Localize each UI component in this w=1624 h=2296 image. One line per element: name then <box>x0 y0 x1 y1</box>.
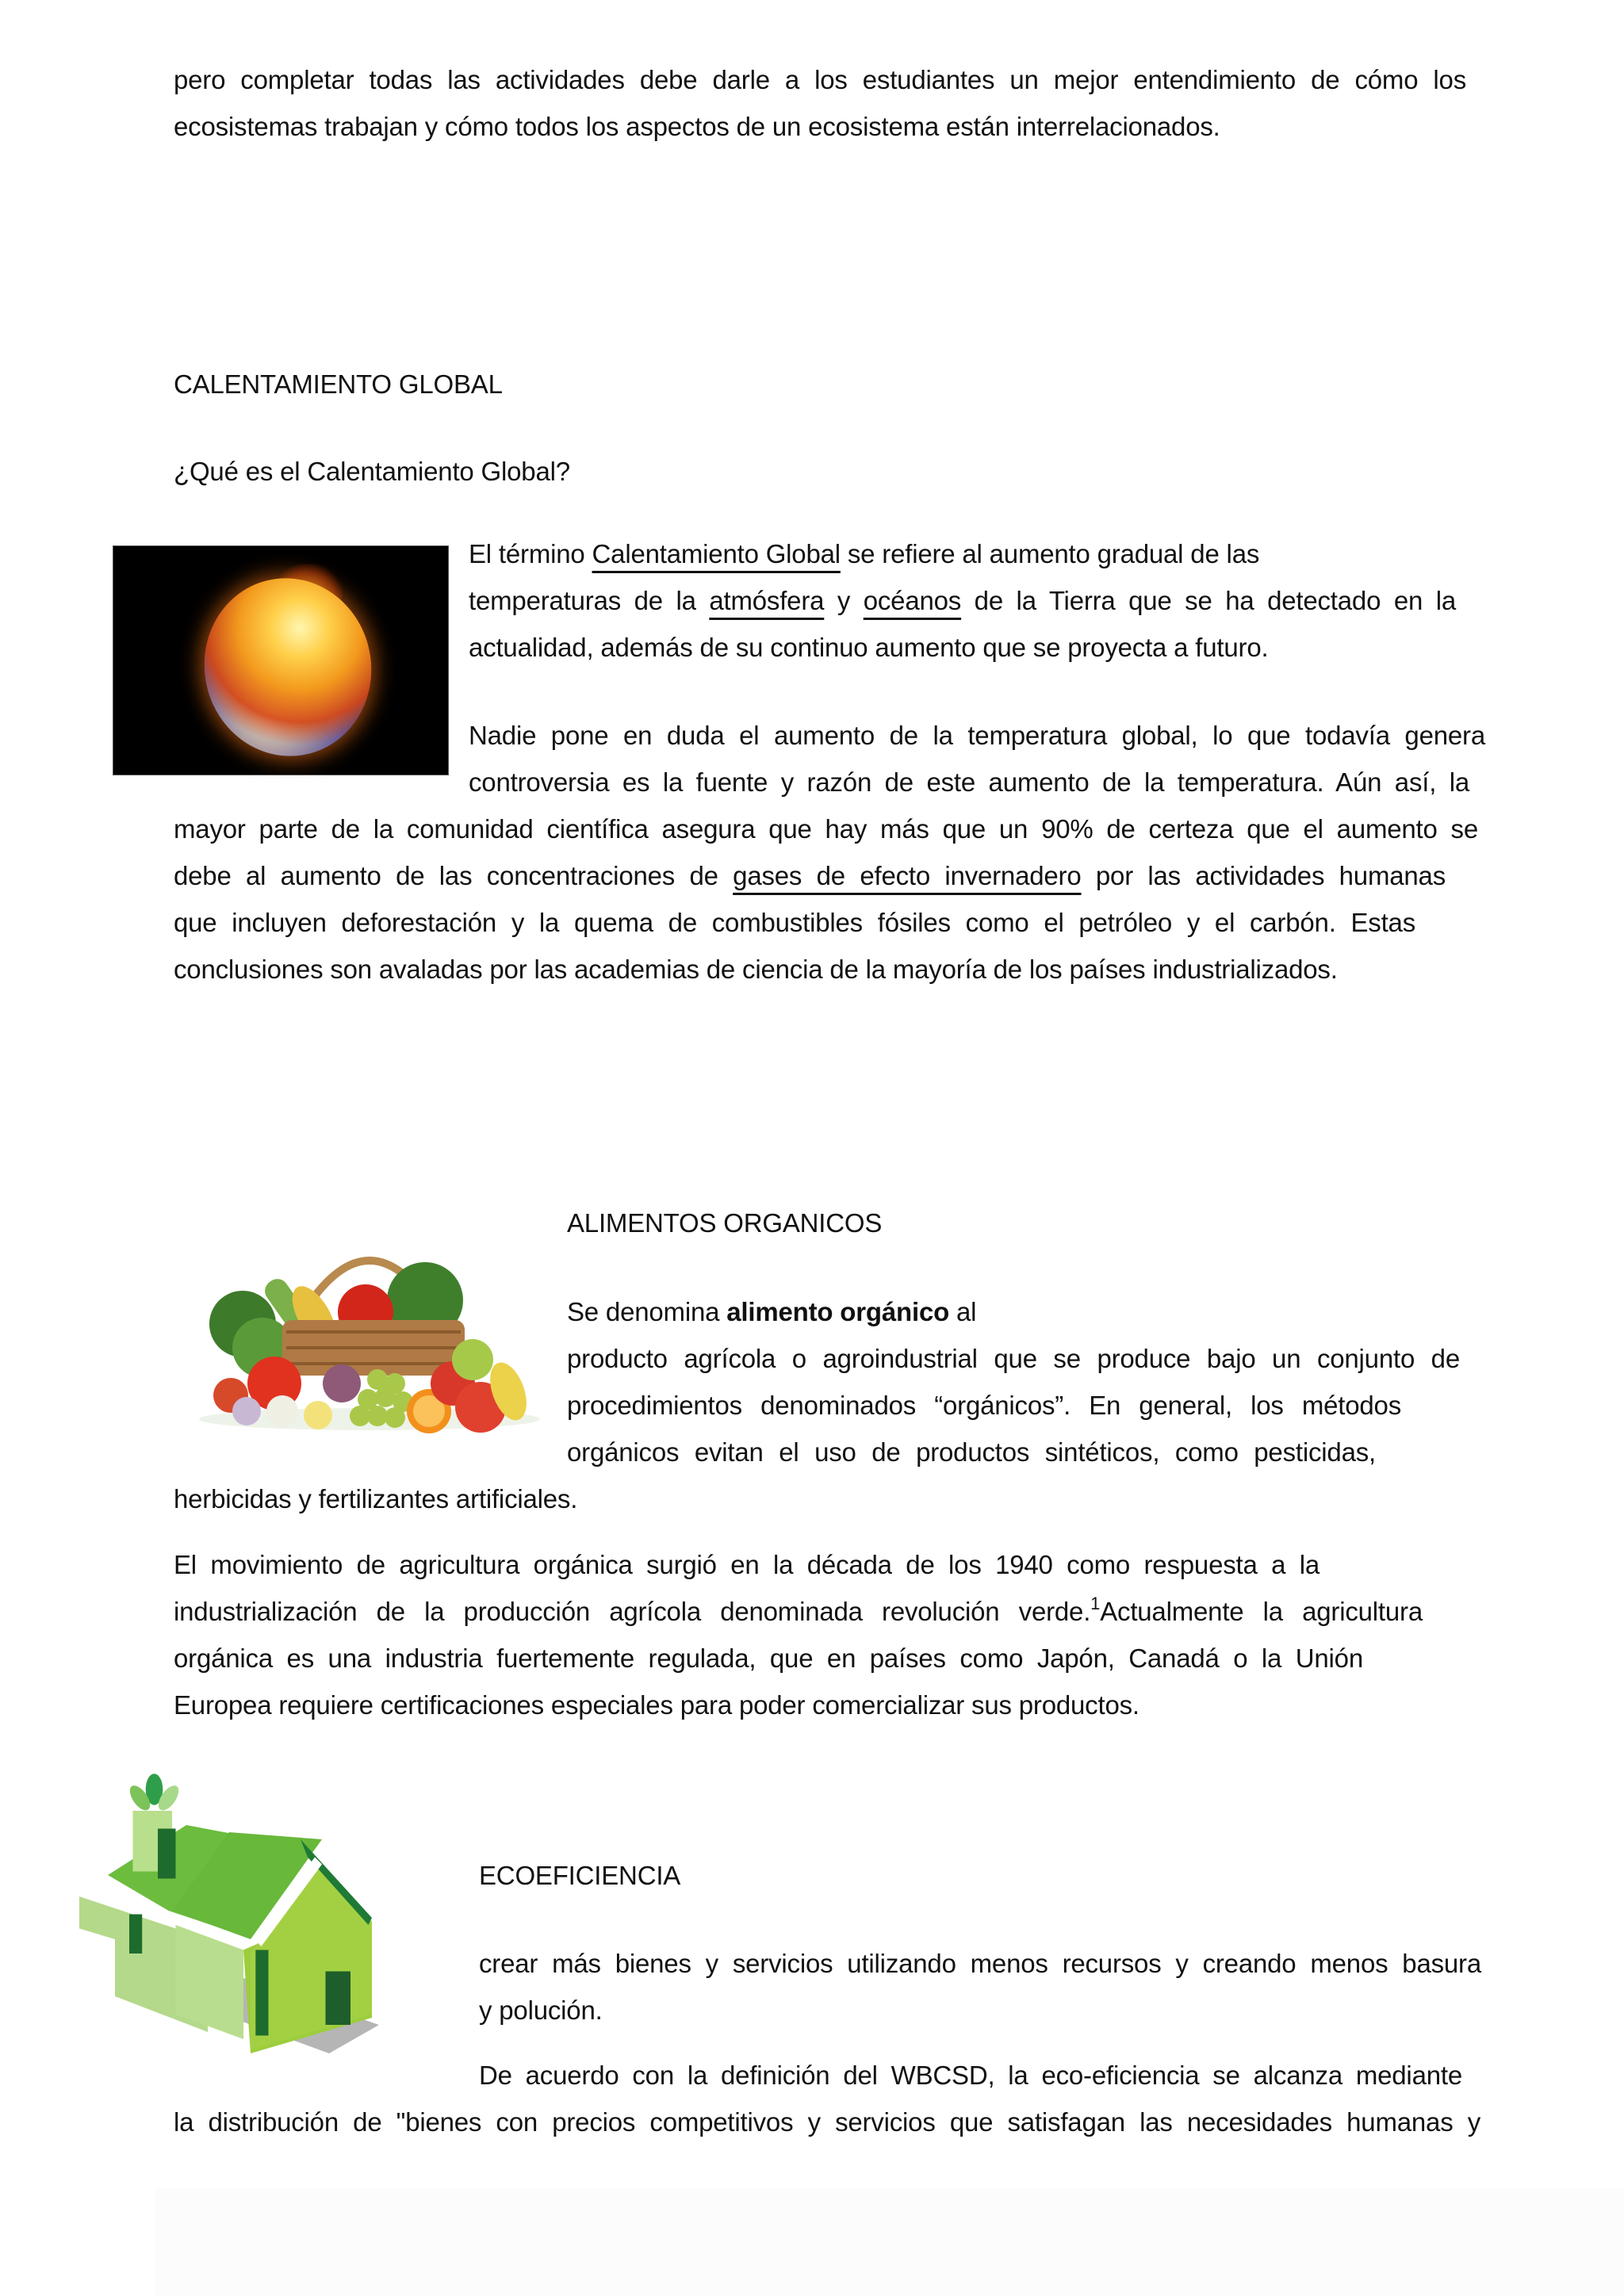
gw-p1-text: y <box>824 586 864 615</box>
section-heading-eco-efficiency: ECOEFICIENCIA <box>479 1861 681 1890</box>
gw-p2-line-2: controversia es la fuente y razón de este aumento de la temperatura. Aún así, la <box>469 767 1469 797</box>
org-p1-line-5: herbicidas y fertilizantes artificiales. <box>174 1484 578 1513</box>
link-gases-efecto-invernadero[interactable]: gases de efecto invernadero <box>733 861 1082 890</box>
gw-p1-line-1 <box>469 530 1259 577</box>
gw-p1-line-2 <box>469 577 1456 624</box>
org-p1-line-3: procedimientos denominados “orgánicos”. En general, los métodos <box>567 1391 1401 1420</box>
gw-p2-line-3: mayor parte de la comunidad científica asegura que hay más que un 90% de certeza que el aumento se <box>174 814 1478 844</box>
section-heading-organic-food: ALIMENTOS ORGANICOS <box>567 1208 883 1238</box>
burning-earth-image <box>113 545 449 775</box>
gw-p1-line-3: actualidad, además de su continuo aumento que se proyecta a futuro. <box>469 633 1269 662</box>
gw-p2-line-5: que incluyen deforestación y la quema de combustibles fósiles como el petróleo y el carbón. Estas <box>174 908 1415 937</box>
footnote-ref-1[interactable]: 1 <box>1090 1594 1101 1613</box>
fruit-vegetable-basket-image <box>187 1221 552 1435</box>
link-oceanos[interactable]: océanos <box>863 586 962 615</box>
gw-p1-text: El término <box>469 539 592 568</box>
gw-p2-line-1: Nadie pone en duda el aumento de la temperatura global, lo que todavía genera <box>469 721 1485 750</box>
section-subheading-question: ¿Qué es el Calentamiento Global? <box>174 457 570 486</box>
section-heading-global-warming: CALENTAMIENTO GLOBAL <box>174 369 503 399</box>
intro-line-2: ecosistemas trabajan y cómo todos los aspectos de un ecosistema están interrelacionados. <box>174 112 1220 141</box>
intro-line-1: pero completar todas las actividades debe darle a los estudiantes un mejor entendimiento de cómo los <box>174 65 1466 94</box>
gw-p1-text: de la Tierra que se ha detectado en la <box>961 586 1456 615</box>
bold-alimento-organico: alimento orgánico <box>726 1297 950 1326</box>
eco-p1-line-2: y polución. <box>479 1996 603 2025</box>
link-calentamiento-global[interactable]: Calentamiento Global <box>592 539 841 568</box>
gw-p2-line-4 <box>174 852 1446 899</box>
eco-p2-line-2: la distribución de "bienes con precios competitivos y servicios que satisfagan las necesidades humanas y <box>174 2107 1480 2137</box>
org-p1-text: Se denomina <box>567 1297 727 1326</box>
gw-p2-text: por las actividades humanas <box>1081 861 1446 890</box>
org-p2-text: Actualmente la agricultura <box>1100 1597 1423 1626</box>
org-p2-text: industrialización de la producción agrícola denominada revolución verde. <box>174 1597 1091 1626</box>
gw-p1-text: se refiere al aumento gradual de las <box>840 539 1260 568</box>
page-bottom-band <box>155 2188 1624 2296</box>
org-p2-line-2 <box>174 1588 1423 1635</box>
link-atmosfera[interactable]: atmósfera <box>709 586 825 615</box>
green-eco-house-image <box>65 1760 422 2061</box>
eco-p1-line-1: crear más bienes y servicios utilizando menos recursos y creando menos basura <box>479 1949 1481 1978</box>
gw-p1-text: temperaturas de la <box>469 586 710 615</box>
org-p2-line-3: orgánica es una industria fuertemente regulada, que en países como Japón, Canadá o la Unión <box>174 1644 1363 1673</box>
org-p1-text: al <box>949 1297 977 1326</box>
org-p1-line-4: orgánicos evitan el uso de productos sintéticos, como pesticidas, <box>567 1437 1376 1467</box>
org-p2-line-1: El movimiento de agricultura orgánica surgió en la década de los 1940 como respuesta a la <box>174 1550 1320 1579</box>
org-p2-line-4: Europea requiere certificaciones especiales para poder comercializar sus productos. <box>174 1690 1139 1720</box>
globe-shape <box>188 563 388 772</box>
eco-p2-line-1: De acuerdo con la definición del WBCSD, la eco-eficiencia se alcanza mediante <box>479 2061 1462 2090</box>
gw-p2-text: debe al aumento de las concentraciones de <box>174 861 733 890</box>
org-p1-line-2: producto agrícola o agroindustrial que se produce bajo un conjunto de <box>567 1344 1460 1373</box>
org-p1-line-1 <box>567 1288 976 1335</box>
gw-p2-line-6: conclusiones son avaladas por las academias de ciencia de la mayoría de los países industrializados. <box>174 955 1338 984</box>
